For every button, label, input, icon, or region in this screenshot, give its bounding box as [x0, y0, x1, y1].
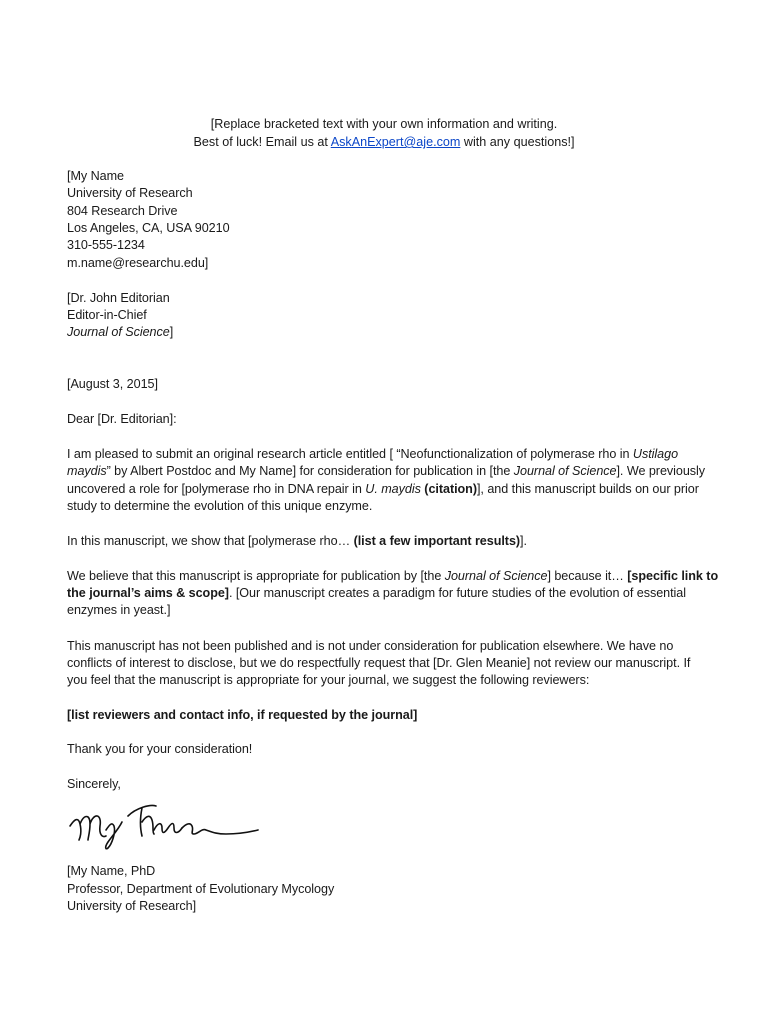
para1-line-2: maydis” by Albert Postdoc and My Name] for consideration for publication in [the Journal of Science]. We previously [67, 464, 706, 478]
salutation: Dear [Dr. Editorian]: [67, 412, 177, 426]
para1-line-4: study to determine the evolution of this unique enzyme. [67, 499, 373, 513]
letter-date: [August 3, 2015] [67, 377, 158, 391]
signature-institution: University of Research] [67, 899, 197, 913]
instructions-line-2: Best of luck! Email us at AskAnExpert@aje.com with any questions!] [193, 135, 575, 149]
recipient-name: [Dr. John Editorian [67, 291, 170, 305]
para4-line-3: you feel that the manuscript is appropriate for your journal, we suggest the following reviewers: [67, 673, 590, 687]
signature-name: [My Name, PhD [67, 864, 156, 878]
closing: Sincerely, [67, 777, 121, 791]
para4-line-2: conflicts of interest to disclose, but we do respectfully request that [Dr. Glen Meanie] not review our manuscript. If [67, 656, 691, 670]
sender-street: 804 Research Drive [67, 204, 178, 218]
para3-line-1: We believe that this manuscript is appropriate for publication by [the Journal of Science] because it… [specific link to [67, 569, 719, 583]
para3-line-3: enzymes in yeast.] [67, 603, 171, 617]
handwritten-signature [66, 800, 262, 850]
sender-phone: 310-555-1234 [67, 238, 145, 252]
para2-line-1: In this manuscript, we show that [polymerase rho… (list a few important results)]. [67, 534, 527, 548]
recipient-title: Editor-in-Chief [67, 308, 147, 322]
para3-line-2: the journal’s aims & scope]. [Our manuscript creates a paradigm for future studies of the evolution of essential [67, 586, 687, 600]
thank-you-line: Thank you for your consideration! [67, 742, 253, 756]
para4-line-1: This manuscript has not been published and is not under consideration for publication elsewhere. We have no [67, 639, 674, 653]
sender-institution: University of Research [67, 186, 193, 200]
email-link[interactable]: AskAnExpert@aje.com [330, 135, 461, 149]
instructions-line-1: [Replace bracketed text with your own information and writing. [210, 117, 558, 131]
sender-city: Los Angeles, CA, USA 90210 [67, 221, 230, 235]
sender-name: [My Name [67, 169, 124, 183]
reviewers-placeholder: [list reviewers and contact info, if requested by the journal] [67, 708, 418, 722]
sender-email: m.name@researchu.edu] [67, 256, 209, 270]
para1-line-1: I am pleased to submit an original research article entitled [ “Neofunctionalization of polymerase rho in Ustilago [67, 447, 679, 461]
para1-line-3: uncovered a role for [polymerase rho in DNA repair in U. maydis (citation)], and this manuscript builds on our prior [67, 482, 699, 496]
recipient-journal: Journal of Science] [67, 325, 174, 339]
signature-title: Professor, Department of Evolutionary Mycology [67, 882, 335, 896]
